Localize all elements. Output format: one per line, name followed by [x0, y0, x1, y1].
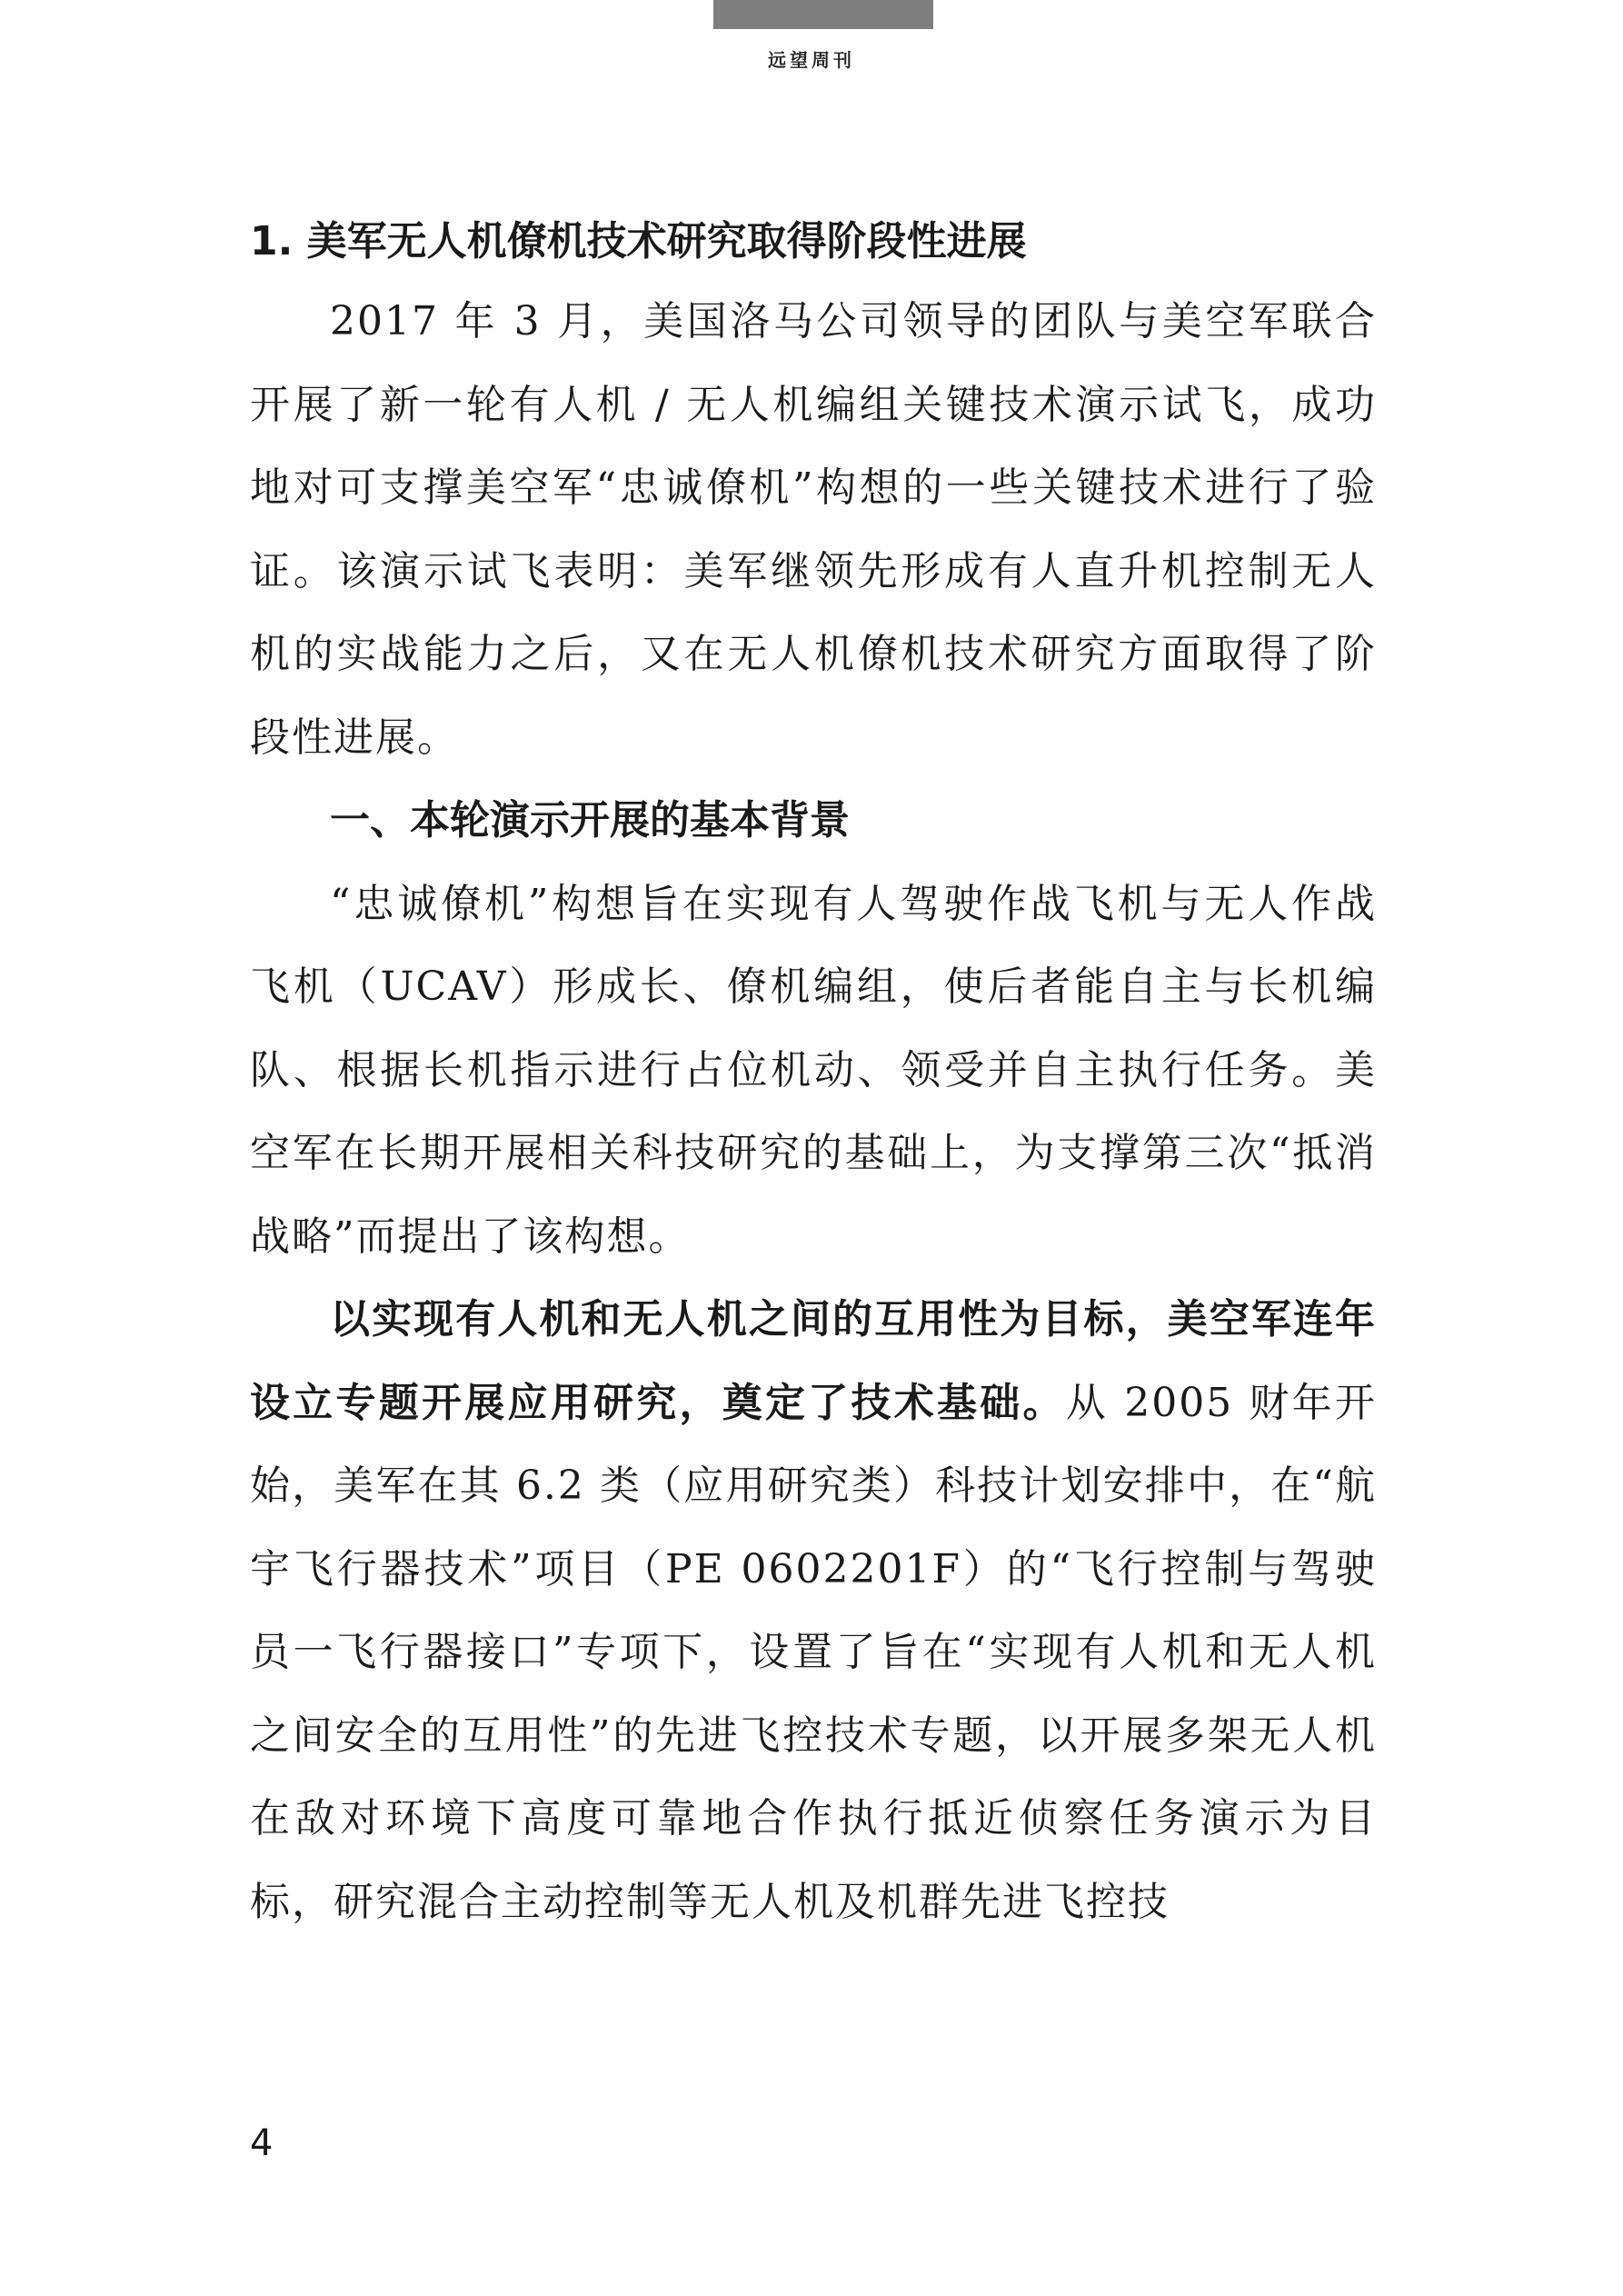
paragraph-3-bold-lead: 以实现有人机和无人机之间的互用性为目标，美空军连年设立专题开展应用研究，奠定了技术基础。: [250, 1296, 1377, 1426]
paragraph-3-text: 从 2005 财年开始，美军在其 6.2 类（应用研究类）科技计划安排中，在“航宇飞行器技术”项目（PE 0602201F）的“飞行控制与驾驶员一飞行器接口”专项下，设置了旨在“实现有人机和无人机之间安全的互用性”的先进飞控技术专题，以开展多架无人机在敌对环境下高度可靠地合作执行抵近侦察任务演示为目标，研究混合主动控制等无人机及机群先进飞控技: [250, 1379, 1378, 1925]
article-body: [250, 209, 1377, 1943]
paragraph-2: “忠诚僚机”构想旨在实现有人驾驶作战飞机与无人作战飞机（UCAV）形成长、僚机编组，使后者能自主与长机编队、根据长机指示进行占位机动、领受并自主执行任务。美空军在长期开展相关科技研究的基础上，为支撑第三次“抵消战略”而提出了该构想。: [250, 880, 1377, 1260]
header-bar: [713, 0, 933, 29]
article-heading: 1. 美军无人机僚机技术研究取得阶段性进展: [250, 218, 1027, 265]
paragraph-3: [250, 1278, 1377, 1943]
subheading-background: 一、本轮演示开展的基本背景: [330, 797, 850, 844]
publication-title: 远望周刊: [768, 49, 855, 71]
page-number: 4: [250, 2122, 274, 2164]
paragraph-1: 2017 年 3 月，美国洛马公司领导的团队与美空军联合开展了新一轮有人机 / 无人机编组关键技术演示试飞，成功地对可支撑美空军“忠诚僚机”构想的一些关键技术进行了验证。该演示试飞表明：美军继领先形成有人直升机控制无人机的实战能力之后，又在无人机僚机技术研究方面取得了阶段性进展。: [250, 298, 1377, 761]
